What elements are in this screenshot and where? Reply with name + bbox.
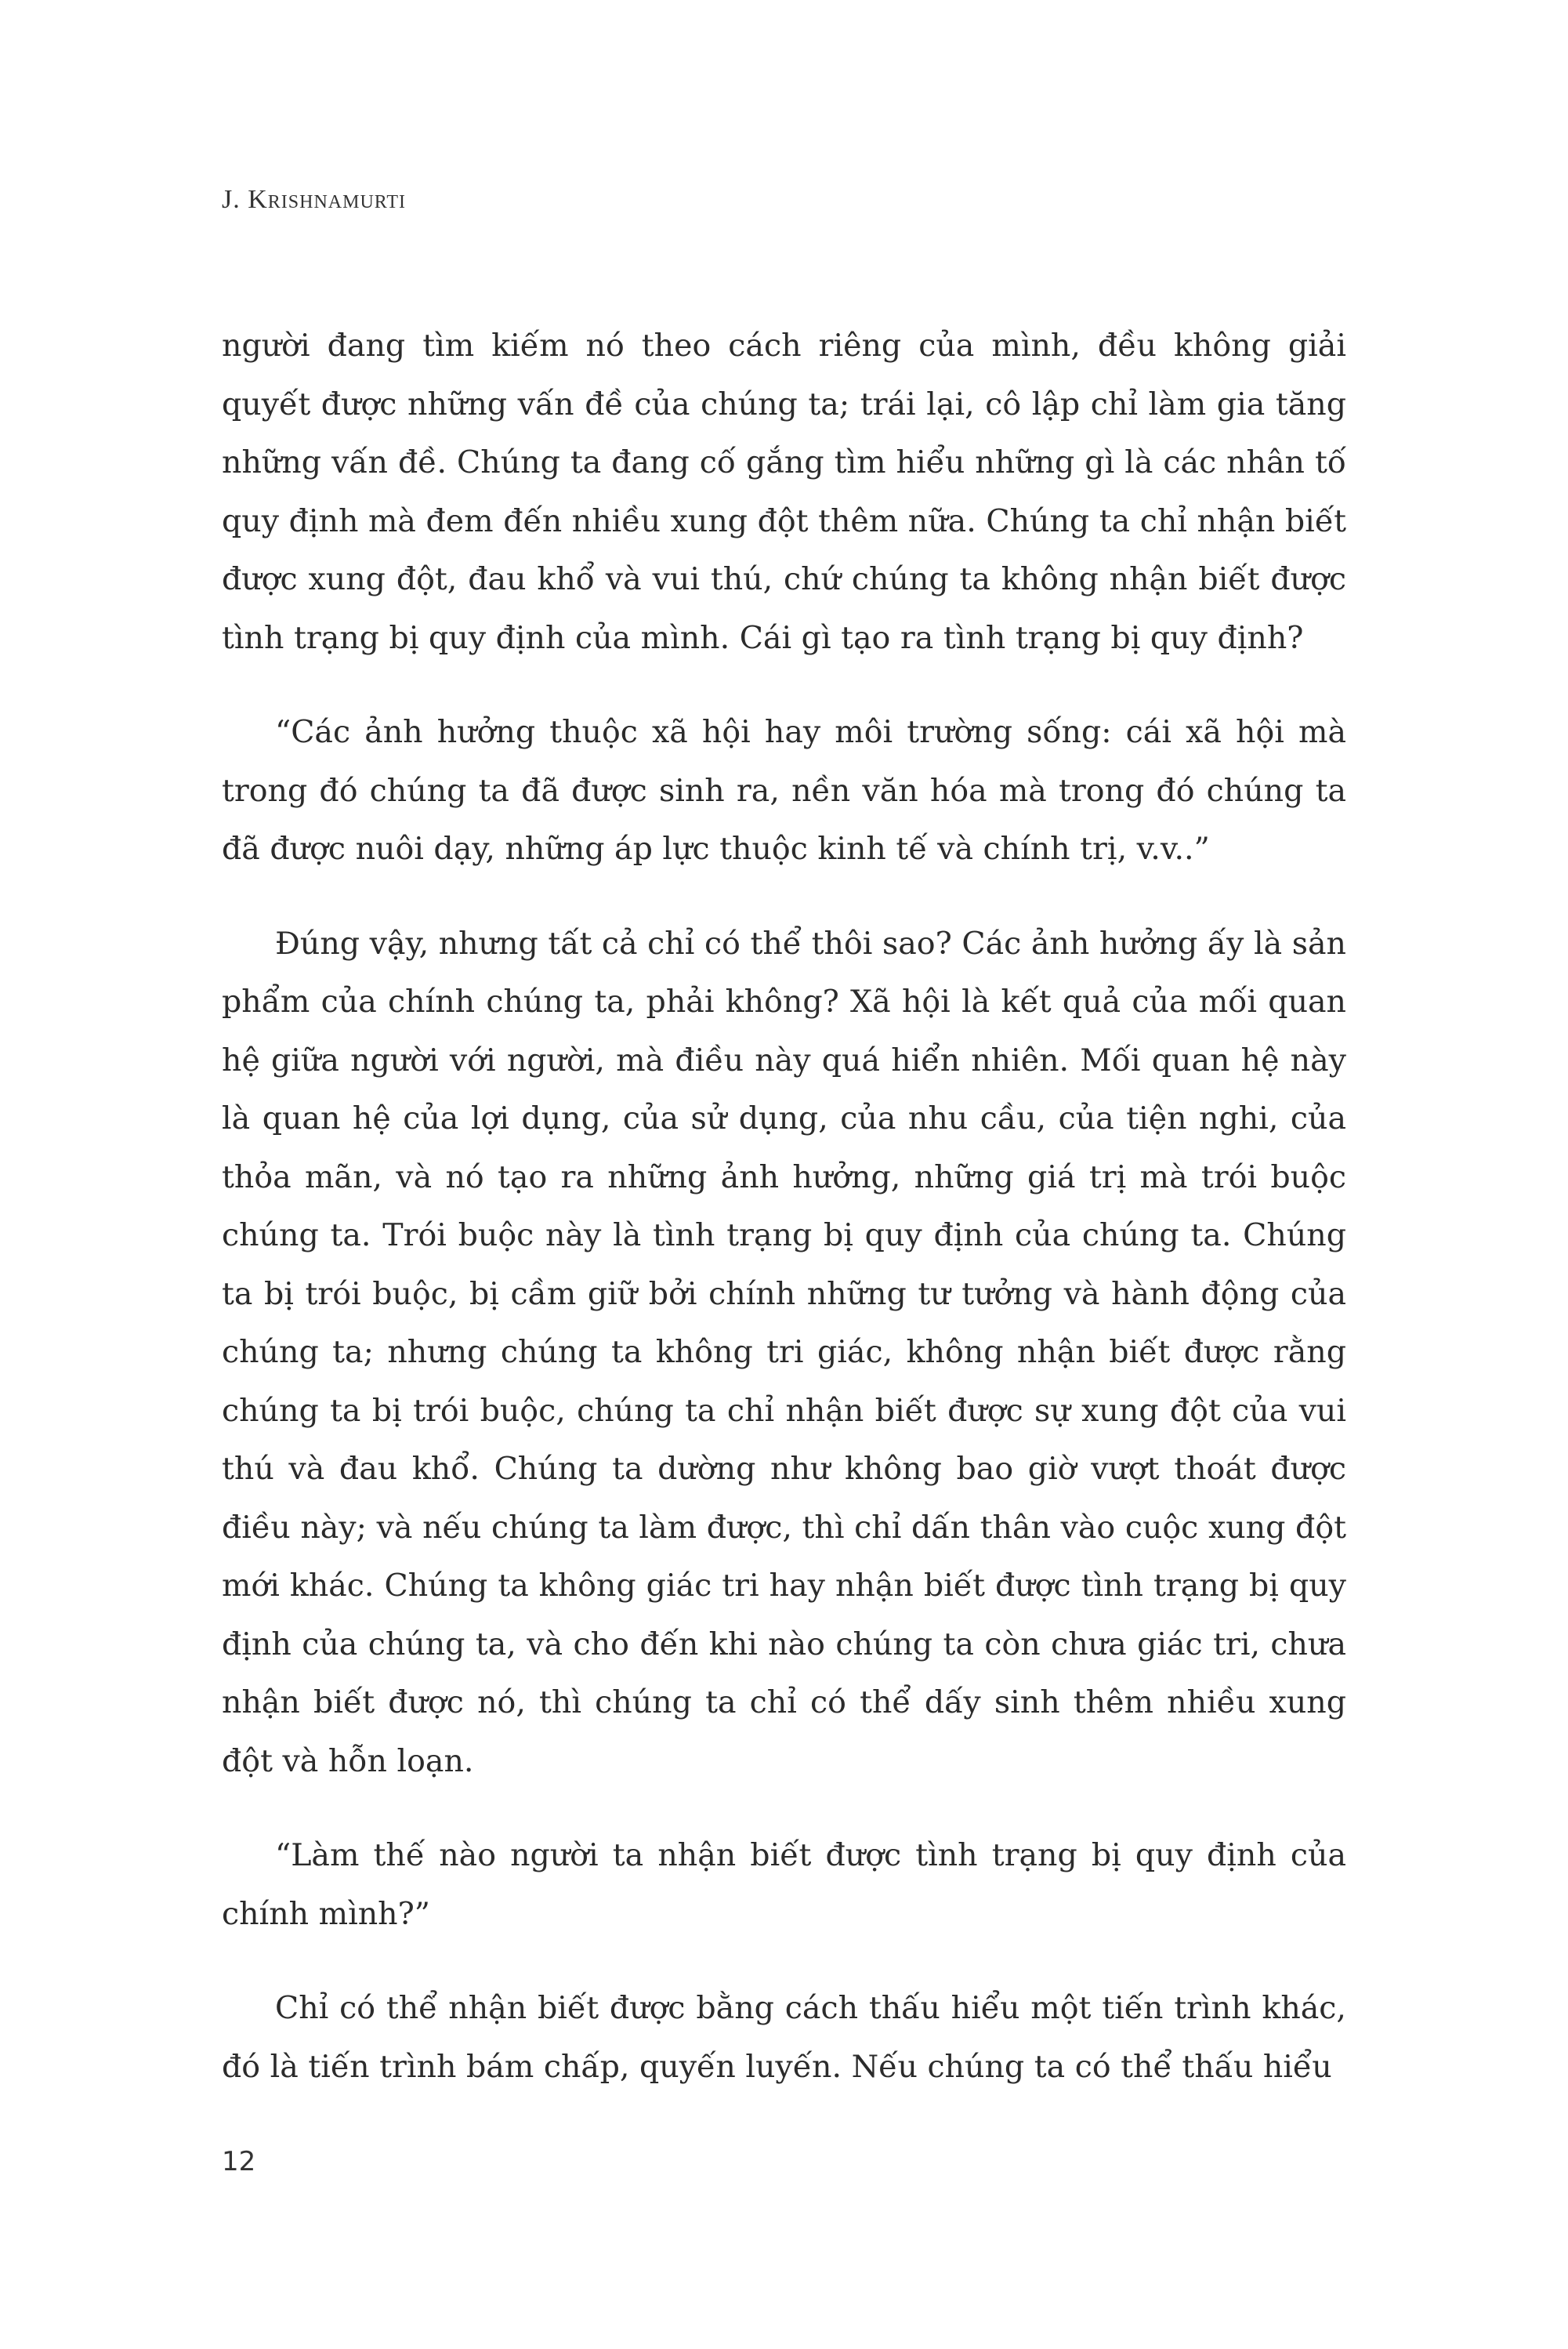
paragraph-1: người đang tìm kiếm nó theo cách riêng của mình, đều không giải quyết được những vấn đề của chúng ta; trái lại, cô lập chỉ làm gia tăng những vấn đề. Chúng ta đang cố gắng tìm hiểu những gì là các nhân tố quy định mà đem đến nhiều xung đột thêm nữa. Chúng ta chỉ nhận biết được xung đột, đau khổ và vui thú, chứ chúng ta không nhận biết được tình trạng bị quy định của mình. Cái gì tạo ra tình trạng bị quy định? — [222, 328, 1346, 656]
page-body — [222, 317, 1346, 2096]
paragraph-5: Chỉ có thể nhận biết được bằng cách thấu hiểu một tiến trình khác, đó là tiến trình bám chấp, quyến luyến. Nếu chúng ta có thể thấu hiểu — [222, 1990, 1346, 2085]
paragraph-4: “Làm thế nào người ta nhận biết được tình trạng bị quy định của chính mình?” — [222, 1837, 1346, 1932]
running-header: J. Krishnamurti — [222, 185, 407, 214]
page-number: 12 — [222, 2146, 256, 2177]
paragraph-3: Đúng vậy, nhưng tất cả chỉ có thể thôi sao? Các ảnh hưởng ấy là sản phẩm của chính chúng ta, phải không? Xã hội là kết quả của mối quan hệ giữa người với người, mà điều này quá hiển nhiên. Mối quan hệ này là quan hệ của lợi dụng, của sử dụng, của nhu cầu, của tiện nghi, của thỏa mãn, và nó tạo ra những ảnh hưởng, những giá trị mà trói buộc chúng ta. Trói buộc này là tình trạng bị quy định của chúng ta. Chúng ta bị trói buộc, bị cầm giữ bởi chính những tư tưởng và hành động của chúng ta; nhưng chúng ta không tri giác, không nhận biết được rằng chúng ta bị trói buộc, chúng ta chỉ nhận biết được sự xung đột của vui thú và đau khổ. Chúng ta dường như không bao giờ vượt thoát được điều này; và nếu chúng ta làm được, thì chỉ dấn thân vào cuộc xung đột mới khác. Chúng ta không giác tri hay nhận biết được tình trạng bị quy định của chúng ta, và cho đến khi nào chúng ta còn chưa giác tri, chưa nhận biết được nó, thì chúng ta chỉ có thể dấy sinh thêm nhiều xung đột và hỗn loạn. — [222, 925, 1346, 1779]
paragraph-2: “Các ảnh hưởng thuộc xã hội hay môi trường sống: cái xã hội mà trong đó chúng ta đã được sinh ra, nền văn hóa mà trong đó chúng ta đã được nuôi dạy, những áp lực thuộc kinh tế và chính trị, v.v..” — [222, 714, 1346, 867]
